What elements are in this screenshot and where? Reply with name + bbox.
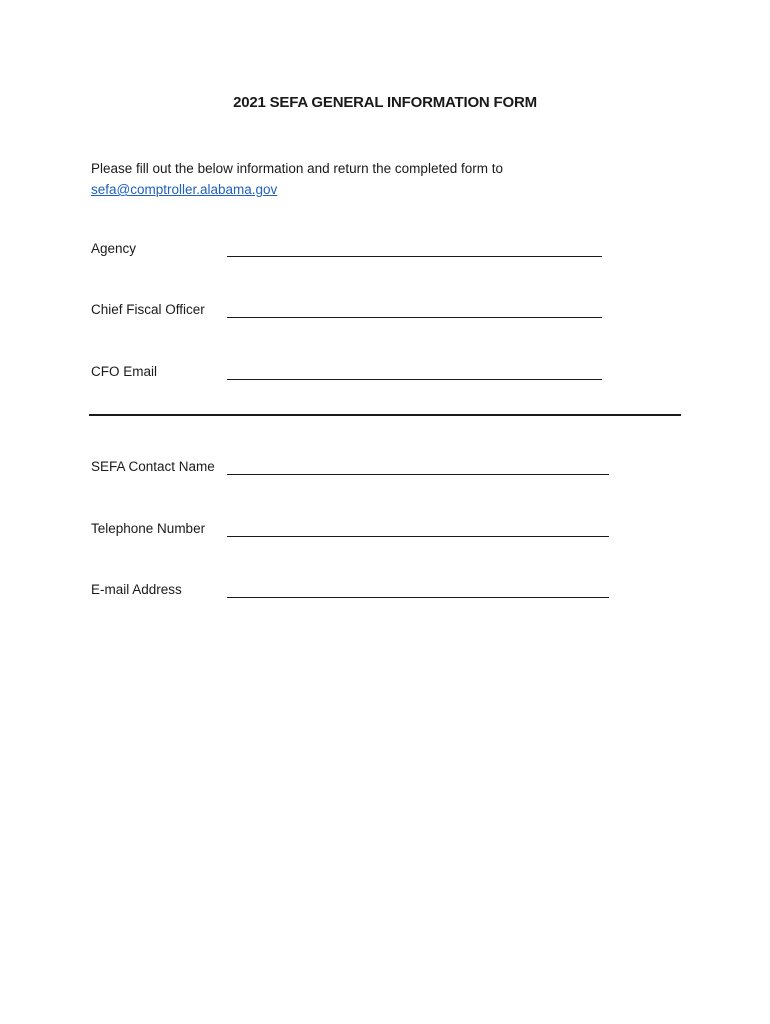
cfo-email-label: CFO Email bbox=[91, 364, 158, 379]
email-link[interactable]: sefa@comptroller.alabama.gov bbox=[91, 182, 278, 197]
sefa-contact-name-label: SEFA Contact Name bbox=[91, 459, 215, 474]
sefa-contact-name-field[interactable] bbox=[227, 474, 609, 475]
form-title: 2021 SEFA GENERAL INFORMATION FORM bbox=[233, 94, 537, 111]
email-address-field[interactable] bbox=[227, 597, 609, 598]
intro-paragraph bbox=[91, 158, 691, 200]
telephone-number-label: Telephone Number bbox=[91, 521, 206, 536]
cfo-email-field[interactable] bbox=[227, 379, 602, 380]
chief-fiscal-officer-field[interactable] bbox=[227, 317, 602, 318]
agency-field[interactable] bbox=[227, 256, 602, 257]
agency-label: Agency bbox=[91, 241, 137, 256]
intro-text: Please fill out the below information and return the completed form to bbox=[91, 161, 503, 176]
email-address-label: E-mail Address bbox=[91, 582, 182, 597]
telephone-number-field[interactable] bbox=[227, 536, 609, 537]
section-divider bbox=[89, 414, 681, 416]
chief-fiscal-officer-label: Chief Fiscal Officer bbox=[91, 302, 205, 317]
